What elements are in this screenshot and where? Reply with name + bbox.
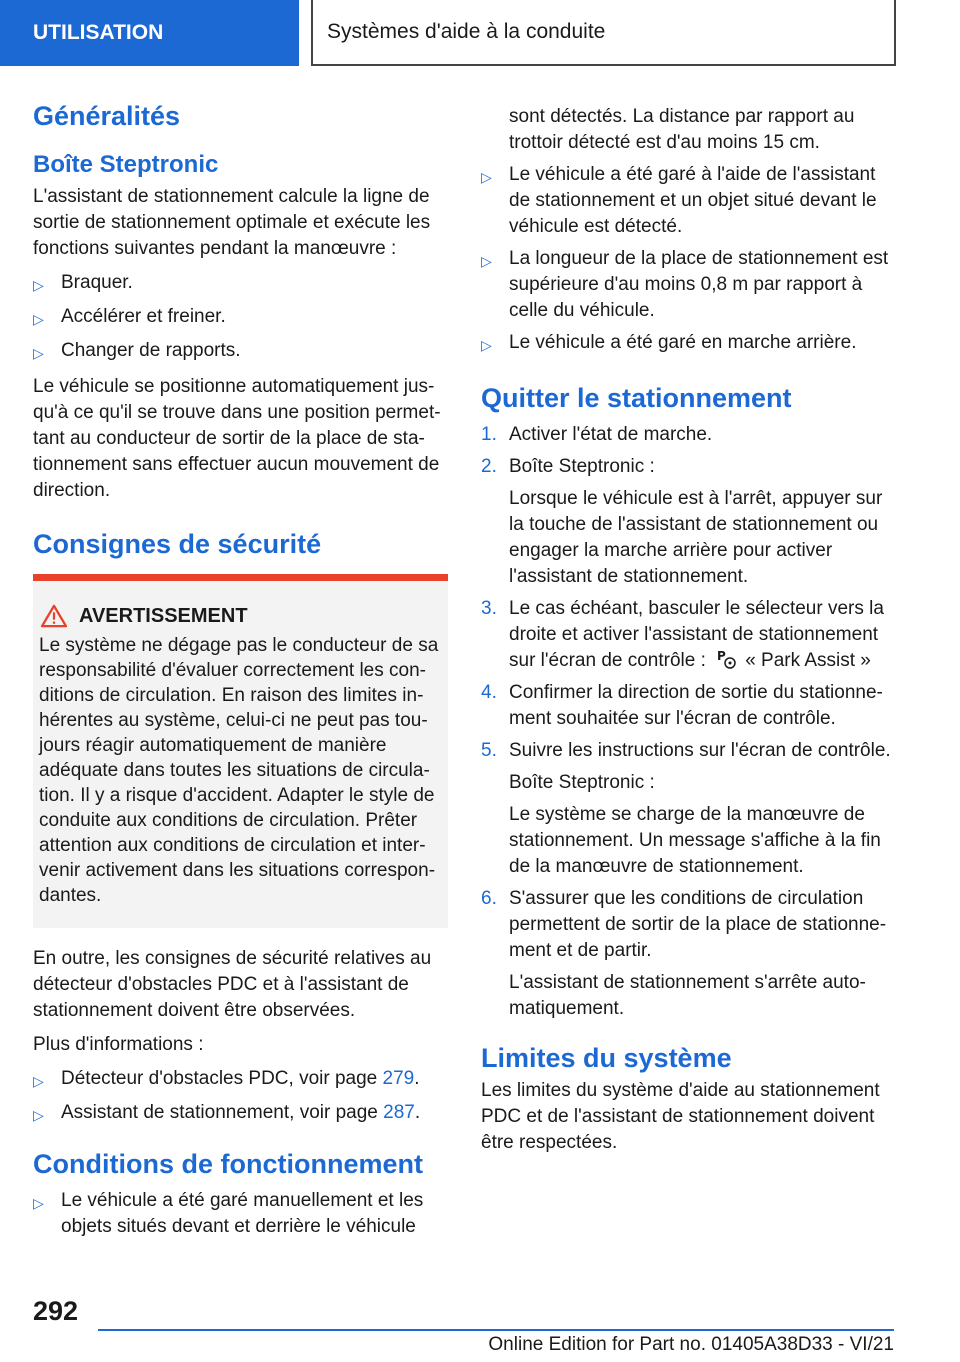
section-title: UTILISATION bbox=[33, 21, 164, 44]
heading-consignes: Consignes de sécurité bbox=[33, 529, 322, 559]
list-item: ▷ Le véhicule a été garé en marche arrière. bbox=[481, 330, 893, 358]
page-link-279[interactable]: 279 bbox=[382, 1068, 415, 1089]
function-list bbox=[33, 270, 448, 366]
step-item: 4. Confirmer la direction de sortie du stationnement souhaitée sur l'écran de contrôle. bbox=[481, 682, 883, 729]
step-item: 5. Suivre les instructions sur l'écran de contrôle. bbox=[481, 740, 891, 761]
step-sub-text: Le système se charge de la manœuvre de stationnement. Un message s'affiche à la fin de la manœuvre de stationnement. bbox=[509, 804, 881, 877]
triangle-bullet-icon: ▷ bbox=[481, 337, 492, 353]
park-assist-icon bbox=[715, 648, 741, 670]
heading-limites: Limites du système bbox=[481, 1043, 732, 1073]
chapter-title: Systèmes d'aide à la conduite bbox=[327, 20, 606, 43]
reference-list bbox=[33, 1066, 448, 1128]
list-item: ▷ Changer de rapports. bbox=[33, 338, 448, 366]
footer-divider bbox=[98, 1329, 894, 1331]
warning-title: AVERTISSEMENT bbox=[79, 605, 248, 627]
step-item: 3. Le cas échéant, basculer le sélecteur vers la droite et activer l'assistant de stationnement sur l'écran de contrôle : P « Park Assist » bbox=[481, 598, 884, 671]
outre-paragraph: En outre, les consignes de sécurité relatives au détecteur d'obstacles PDC et à l'assistant de stationnement doivent être observées. bbox=[33, 948, 432, 1021]
limites-paragraph: Les limites du système d'aide au stationnement PDC et de l'assistant de stationnement doivent être respectées. bbox=[481, 1080, 880, 1153]
heading-steptronic: Boîte Steptronic bbox=[33, 151, 219, 178]
page-number: 292 bbox=[33, 1296, 79, 1326]
right-column bbox=[481, 104, 893, 1164]
step-sub-text: L'assistant de stationnement s'arrête automatiquement. bbox=[509, 972, 866, 1019]
left-column bbox=[33, 98, 448, 1248]
triangle-bullet-icon: ▷ bbox=[33, 1107, 44, 1123]
triangle-bullet-icon: ▷ bbox=[33, 1073, 44, 1089]
list-item: ▷ Le véhicule a été garé à l'aide de l'assistant de stationnement et un objet situé devant le véhicule est détecté. bbox=[481, 162, 893, 240]
plus-info-label: Plus d'informations : bbox=[33, 1034, 204, 1055]
svg-text:P: P bbox=[717, 649, 726, 663]
position-paragraph: Le véhicule se positionne automatiquement jusqu'à ce qu'il se trouve dans une position permettant au conducteur de sortir de la place de stationnement sans effectuer aucun mouvement de direction. bbox=[33, 376, 441, 501]
intro-paragraph: L'assistant de stationnement calcule la ligne de sortie de stationnement optimale et exécute les fonctions suivantes pendant la manœuvre : bbox=[33, 186, 431, 259]
step-sub-text: Boîte Steptronic : bbox=[509, 772, 655, 793]
heading-conditions: Conditions de fonctionnement bbox=[33, 1149, 423, 1179]
steps-list bbox=[481, 422, 893, 1022]
condition-continuation: sont détectés. La distance par rapport au trottoir détecté est d'au moins 15 cm. bbox=[509, 106, 855, 153]
list-item: ▷ Le véhicule a été garé manuellement et les objets situés devant et derrière le véhicule bbox=[33, 1188, 448, 1240]
warning-triangle-icon bbox=[39, 604, 69, 628]
list-item: ▷ Accélérer et freiner. bbox=[33, 304, 448, 332]
triangle-bullet-icon: ▷ bbox=[33, 311, 44, 327]
step-item: 2. Boîte Steptronic : bbox=[481, 456, 655, 477]
page-link-287[interactable]: 287 bbox=[383, 1102, 415, 1123]
warning-header bbox=[39, 603, 442, 629]
chapter-header bbox=[311, 0, 896, 66]
step-item: 6. S'assurer que les conditions de circulation permettent de sortir de la place de stationnement et de partir. bbox=[481, 888, 887, 961]
warning-box bbox=[33, 574, 448, 928]
triangle-bullet-icon: ▷ bbox=[33, 1195, 44, 1211]
step-item: 1. Activer l'état de marche. bbox=[481, 424, 713, 445]
edition-footer: Online Edition for Part no. 01405A38D33 - VI/21 bbox=[488, 1334, 894, 1355]
list-item: ▷ La longueur de la place de stationnement est supérieure d'au moins 0,8 m par rapport à celle du véhicule. bbox=[481, 246, 893, 324]
step-sub-text: Lorsque le véhicule est à l'arrêt, appuyer sur la touche de l'assistant de stationnement ou engager la marche arrière pour activer l'assistant de stationnement. bbox=[509, 488, 883, 587]
conditions-list-continued bbox=[481, 162, 893, 358]
triangle-bullet-icon: ▷ bbox=[481, 253, 492, 269]
list-item: ▷ Détecteur d'obstacles PDC, voir page 279. bbox=[33, 1066, 448, 1094]
triangle-bullet-icon: ▷ bbox=[33, 345, 44, 361]
list-item: ▷ Braquer. bbox=[33, 270, 448, 298]
section-tab bbox=[0, 0, 299, 66]
triangle-bullet-icon: ▷ bbox=[481, 169, 492, 185]
conditions-list bbox=[33, 1188, 448, 1240]
heading-generalites: Généralités bbox=[33, 101, 181, 131]
list-item: ▷ Assistant de stationnement, voir page 287. bbox=[33, 1100, 448, 1128]
warning-text: Le système ne dégage pas le conducteur de sa responsabilité d'évaluer correctement les conditions de circulation. En raison des limites inhérentes au système, celui-ci ne peut pas toujours réagir automatiquement de manière adéquate dans toutes les situations de circulation. Il y a risque d'accident. Adapter le style de conduite aux conditions de circulation. Prêter attention aux conditions de circulation et intervenir activement dans les situations correspondantes. bbox=[39, 635, 439, 906]
triangle-bullet-icon: ▷ bbox=[33, 277, 44, 293]
heading-quitter: Quitter le stationnement bbox=[481, 383, 792, 413]
